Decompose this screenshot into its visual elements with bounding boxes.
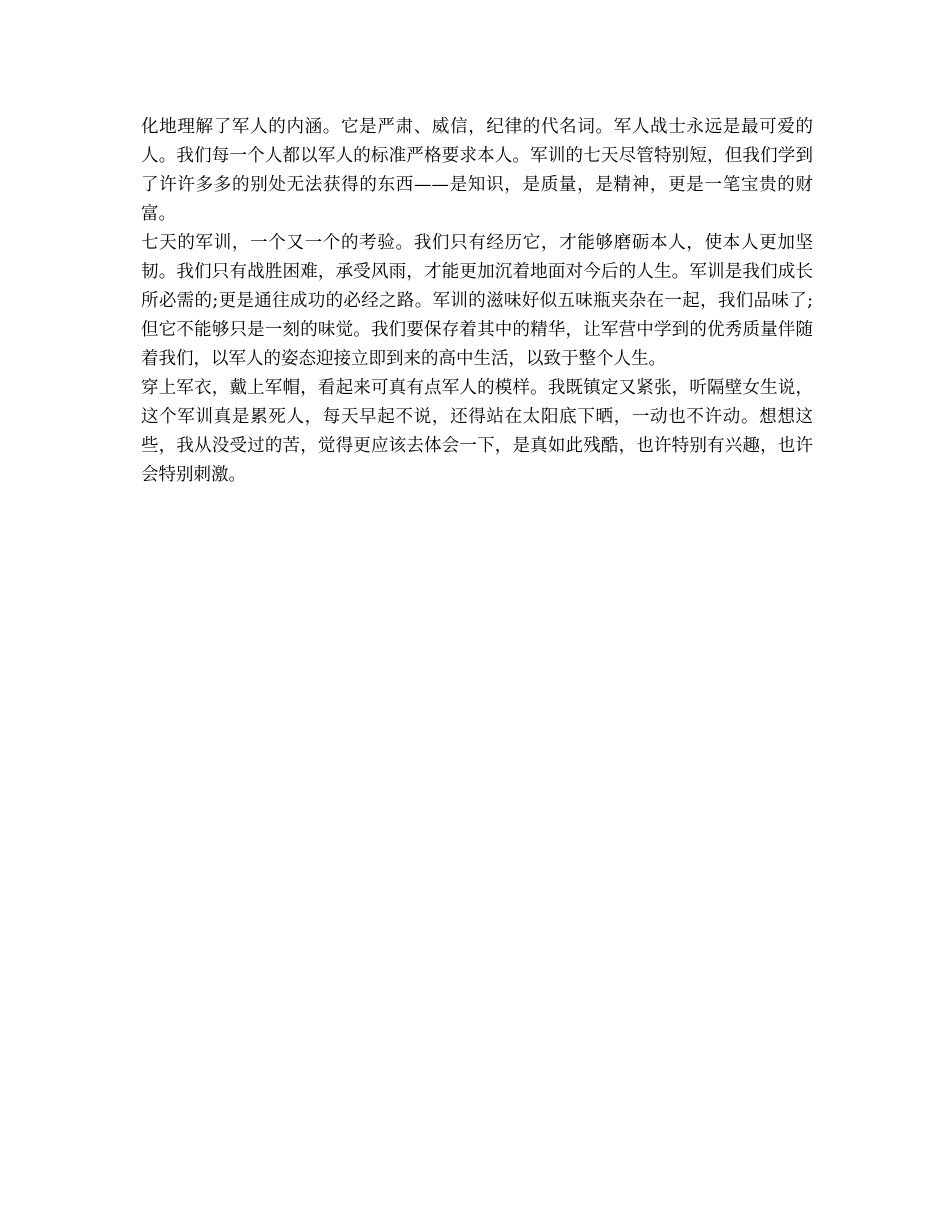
paragraph-1: 化地理解了军人的内涵。它是严肃、威信，纪律的代名词。军人战士永远是最可爱的人。我们每一个人都以军人的标准严格要求本人。军训的七天尽管特别短，但我们学到了许许多多的别处无法获得的东西——是知识，是质量，是精神，更是一笔宝贵的财富。 bbox=[141, 117, 813, 224]
paragraph-3: 穿上军衣，戴上军帽，看起来可真有点军人的模样。我既镇定又紧张，听隔壁女生说，这个军训真是累死人，每天早起不说，还得站在太阳底下晒，一动也不许动。想想这些，我从没受过的苦，觉得更应该去体会一下，是真如此残酷，也许特别有兴趣，也许会特别刺激。 bbox=[141, 378, 813, 485]
paragraph-2: 七天的军训，一个又一个的考验。我们只有经历它，才能够磨砺本人，使本人更加坚韧。我们只有战胜困难，承受风雨，才能更加沉着地面对今后的人生。军训是我们成长所必需的;更是通往成功的必经之路。军训的滋味好似五味瓶夹杂在一起，我们品味了;但它不能够只是一刻的味觉。我们要保存着其中的精华，让军营中学到的优秀质量伴随着我们，以军人的姿态迎接立即到来的高中生活，以致于整个人生。 bbox=[141, 233, 813, 369]
document-body bbox=[141, 113, 813, 490]
